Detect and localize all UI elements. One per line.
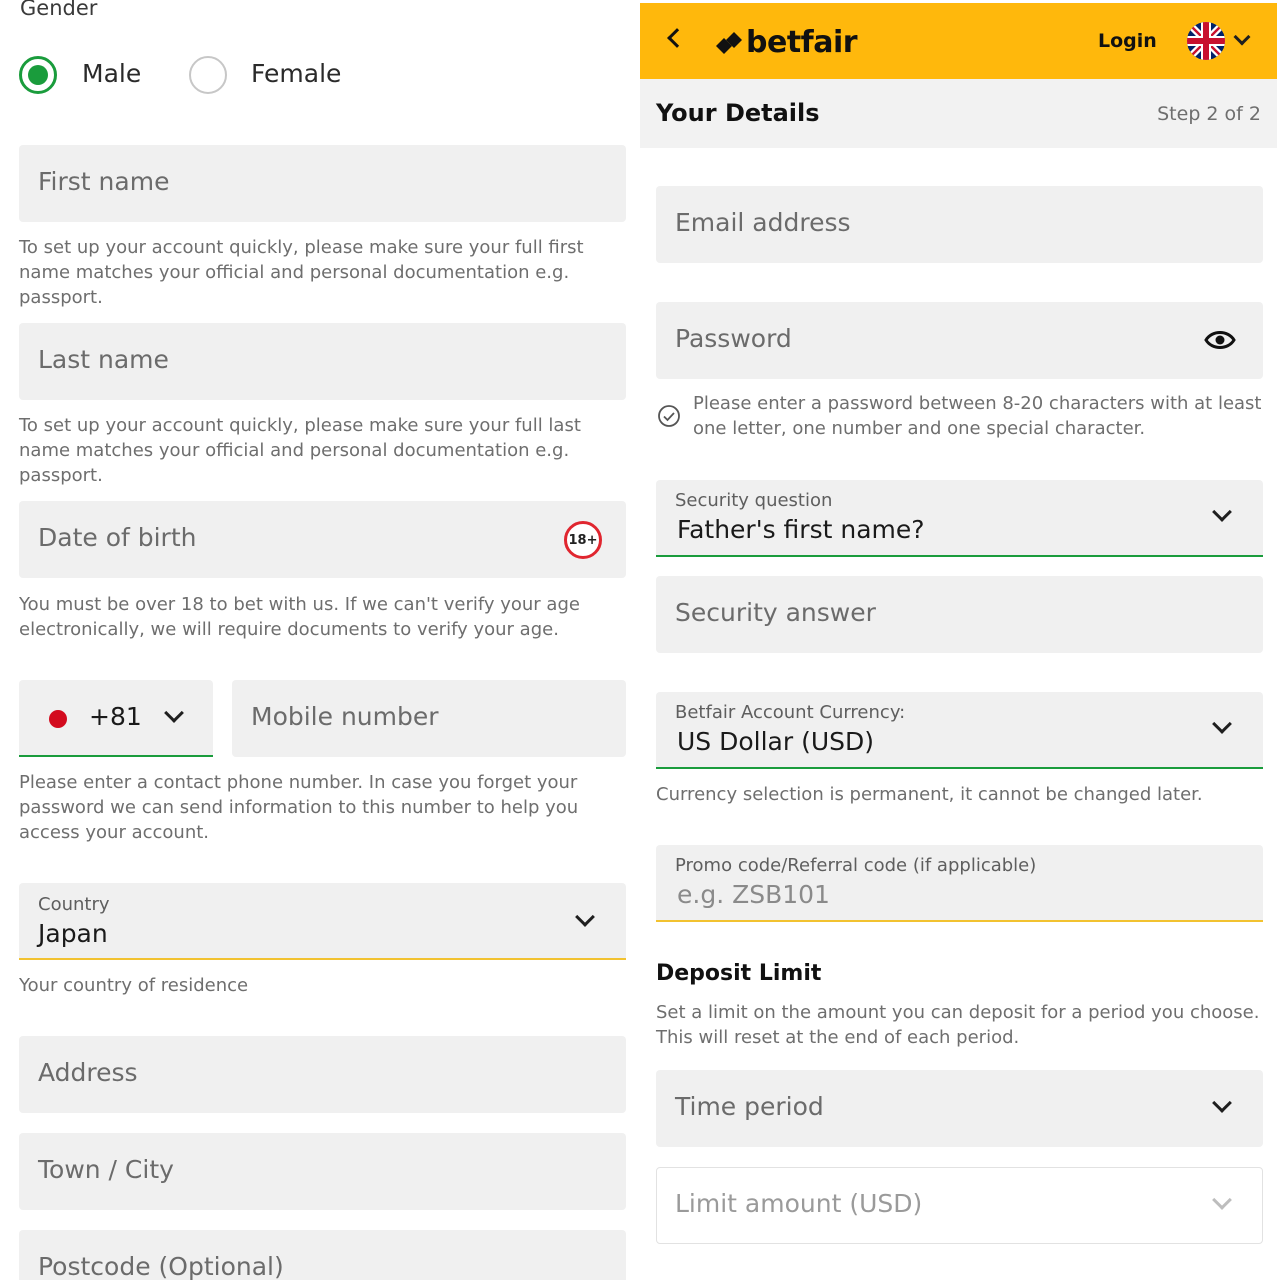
security-question-select[interactable] [656, 480, 1263, 557]
age-badge-text: 18+ [568, 532, 598, 548]
logo-text: betfair [746, 25, 858, 60]
town-city-placeholder: Town / City [38, 1155, 174, 1184]
date-of-birth-input[interactable] [19, 501, 626, 578]
currency-value: US Dollar (USD) [677, 727, 875, 756]
step-indicator: Step 2 of 2 [1157, 103, 1261, 125]
last-name-input[interactable] [19, 323, 626, 400]
currency-select[interactable] [656, 692, 1263, 769]
security-answer-placeholder: Security answer [675, 598, 876, 627]
mobile-number-input[interactable] [232, 680, 626, 757]
country-value: Japan [38, 919, 108, 948]
password-placeholder: Password [675, 324, 792, 353]
deposit-limit-title: Deposit Limit [656, 961, 822, 986]
time-period-select[interactable] [656, 1070, 1263, 1147]
postcode-input[interactable] [19, 1230, 626, 1280]
address-input[interactable] [19, 1036, 626, 1113]
app-header [640, 3, 1277, 79]
chevron-down-icon [1212, 502, 1232, 522]
betfair-logo[interactable] [714, 25, 857, 60]
check-circle-icon [657, 404, 681, 428]
language-chevron-down-icon[interactable] [1234, 29, 1251, 46]
last-name-help: To set up your account quickly, please make sure your full last name matches your official and personal documentation e.g. passport. [19, 415, 581, 486]
right-form-panel [640, 0, 1280, 1280]
promo-code-label: Promo code/Referral code (if applicable) [675, 855, 1037, 876]
back-arrow-icon[interactable] [667, 28, 687, 48]
security-answer-input[interactable] [656, 576, 1263, 653]
address-placeholder: Address [38, 1058, 138, 1087]
gender-male-radio[interactable] [19, 56, 57, 94]
date-of-birth-placeholder: Date of birth [38, 523, 197, 552]
gender-male-label[interactable]: Male [82, 59, 142, 88]
country-help: Your country of residence [19, 975, 249, 996]
deposit-limit-description: Set a limit on the amount you can deposit for a period you choose. This will reset at the end of each period. [656, 1002, 1260, 1048]
page-title: Your Details [656, 99, 820, 127]
first-name-help: To set up your account quickly, please make sure your full first name matches your official and personal documentation e.g. passport. [19, 237, 584, 308]
security-question-label: Security question [675, 490, 833, 511]
chevron-down-icon [1212, 714, 1232, 734]
postcode-placeholder: Postcode (Optional) [38, 1252, 284, 1280]
chevron-down-icon [575, 907, 595, 927]
date-of-birth-help: You must be over 18 to bet with us. If we can't verify your age electronically, we will require documents to verify your age. [19, 594, 580, 640]
gender-female-label[interactable]: Female [251, 59, 342, 88]
currency-label: Betfair Account Currency: [675, 702, 906, 723]
security-question-value: Father's first name? [677, 515, 925, 544]
japan-flag-icon [49, 710, 67, 728]
age-restriction-icon [564, 521, 602, 559]
phone-help: Please enter a contact phone number. In case you forget your password we can send information to this number to help you access your account. [19, 772, 579, 843]
show-password-eye-icon[interactable] [1204, 329, 1236, 351]
login-link[interactable]: Login [1098, 30, 1157, 52]
time-period-placeholder: Time period [675, 1092, 824, 1121]
gender-label-text: Gender [20, 0, 98, 20]
gender-female-radio[interactable] [189, 56, 227, 94]
country-label: Country [38, 894, 110, 915]
chevron-down-icon [1212, 1093, 1232, 1113]
mobile-number-placeholder: Mobile number [251, 702, 439, 731]
dial-code-value: +81 [89, 702, 142, 731]
first-name-placeholder: First name [38, 167, 170, 196]
first-name-input[interactable] [19, 145, 626, 222]
limit-amount-select[interactable] [656, 1167, 1263, 1244]
betfair-logo-icon [714, 30, 746, 56]
page-header [640, 79, 1277, 148]
country-select[interactable] [19, 883, 626, 960]
dial-code-select[interactable] [19, 680, 213, 757]
chevron-down-icon [164, 703, 184, 723]
password-hint: Please enter a password between 8-20 characters with at least one letter, one number and one special character. [693, 393, 1262, 439]
currency-help: Currency selection is permanent, it cannot be changed later. [656, 784, 1203, 805]
uk-flag-icon[interactable] [1187, 22, 1225, 60]
promo-code-input[interactable] [656, 845, 1263, 922]
email-input[interactable] [656, 186, 1263, 263]
town-city-input[interactable] [19, 1133, 626, 1210]
email-placeholder: Email address [675, 208, 851, 237]
chevron-down-icon [1212, 1190, 1232, 1210]
promo-code-placeholder: e.g. ZSB101 [677, 880, 830, 909]
last-name-placeholder: Last name [38, 345, 169, 374]
limit-amount-placeholder: Limit amount (USD) [675, 1189, 923, 1218]
password-input[interactable] [656, 302, 1263, 379]
